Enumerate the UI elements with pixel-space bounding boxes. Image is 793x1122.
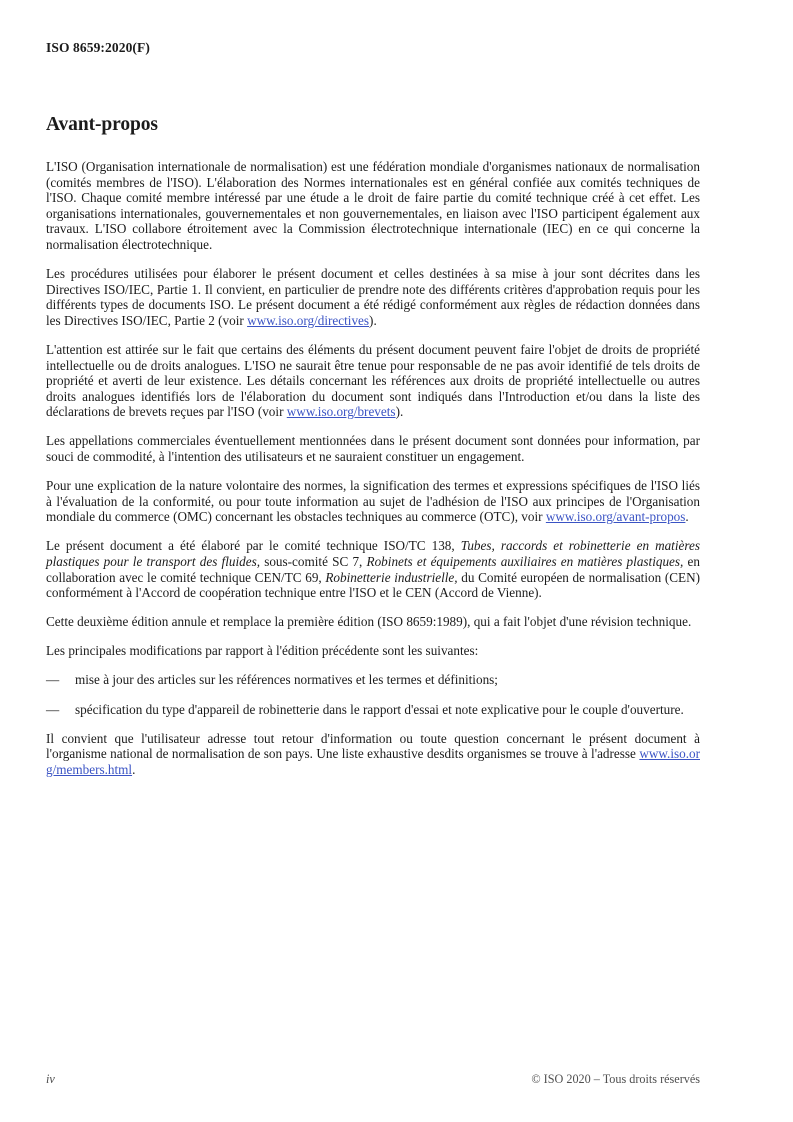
paragraph-feedback-text-after: . — [132, 761, 136, 777]
committee-title-cen-tc69: Robinetterie industrielle, — [325, 569, 458, 585]
committee-title-tc138: Tubes, raccords et robinetterie en matières plastiques pour le transport des fluides, — [46, 538, 700, 569]
paragraph-edition-replacement: Cette deuxième édition annule et remplace la première édition (ISO 8659:1989), qui a fait l'objet d'une révision technique. — [46, 614, 692, 630]
paragraph-procedures — [46, 266, 700, 328]
committee-segment-1: Le présent document a été élaboré par le comité technique ISO/TC 138, — [46, 538, 461, 554]
paragraph-feedback-text-before: Il convient que l'utilisateur adresse tout retour d'information ou toute question concernant le présent document à l'organisme national de normalisation de son pays. Une liste exhaustive desdits organismes se trouve à l'adresse — [46, 730, 700, 762]
paragraph-voluntary-nature-text-after: . — [685, 509, 689, 525]
committee-segment-4: du Comité européen de normalisation (CEN) conformément à l'Accord de coopération technique entre l'ISO et le CEN (Accord de Vienne). — [46, 569, 700, 601]
running-head: ISO 8659:2020(F) — [46, 40, 150, 55]
paragraph-patent-rights — [46, 342, 700, 420]
paragraph-voluntary-nature — [46, 478, 700, 525]
committee-title-sc7: Robinets et équipements auxiliaires en matières plastiques, — [366, 553, 684, 569]
paragraph-iso-description: L'ISO (Organisation internationale de normalisation) est une fédération mondiale d'organismes nationaux de normalisation (comités membres de l'ISO). L'élaboration des Normes internationales est en général confiée aux comités techniques de l'ISO. Chaque comité membre intéressé par une étude a le droit de faire partie du comité technique créé à cet effet. Les organisations internationales, gouvernementales et non gouvernementales, en liaison avec l'ISO participent également aux travaux. L'ISO collabore étroitement avec la Commission électrotechnique internationale (IEC) en ce qui concerne la normalisation électrotechnique. — [46, 159, 700, 252]
foreword-body — [46, 159, 700, 777]
paragraph-committee — [46, 538, 700, 600]
committee-segment-3: en collaboration avec le comité technique CEN/TC 69, — [46, 553, 700, 585]
list-item-label: mise à jour des articles sur les références normatives et les termes et définitions; — [75, 672, 498, 688]
list-item — [46, 702, 700, 718]
paragraph-changes-intro: Les principales modifications par rapport à l'édition précédente sont les suivantes: — [46, 643, 479, 659]
link-iso-directives[interactable]: www.iso.org/directives — [247, 312, 370, 328]
paragraph-patent-rights-text-before: L'attention est attirée sur le fait que certains des éléments du présent document peuvent faire l'objet de droits de propriété intellectuelle ou de droits analogues. L'ISO ne saurait être tenue pour responsable de ne pas avoir identifié de tels droits de propriété et averti de leur existence. Les détails concernant les références aux droits de propriété intellectuelle ou autres droits analogues identifiés lors de l'élaboration du document sont indiqués dans l'Introduction et/ou dans la liste des déclarations de brevets reçues par l'ISO (voir — [46, 341, 700, 420]
link-iso-brevets[interactable]: www.iso.org/brevets — [286, 404, 396, 420]
page-title: Avant-propos — [46, 114, 158, 135]
em-dash-bullet-icon: — — [46, 701, 60, 717]
paragraph-procedures-text-after: ). — [369, 312, 377, 328]
em-dash-bullet-icon: — — [46, 672, 60, 688]
page-content — [46, 40, 700, 777]
list-item-label: spécification du type d'appareil de robinetterie dans le rapport d'essai et note explicative pour le couple d'ouverture. — [75, 701, 684, 717]
link-iso-avant-propos[interactable]: www.iso.org/avant-propos — [545, 509, 686, 525]
paragraph-trade-names: Les appellations commerciales éventuellement mentionnées dans le présent document sont données pour information, par souci de commodité, à l'intention des utilisateurs et ne sauraient constituer un engagement. — [46, 433, 700, 464]
paragraph-procedures-text-before: Les procédures utilisées pour élaborer le présent document et celles destinées à sa mise à jour sont décrites dans les Directives ISO/IEC, Partie 1. Il convient, en particulier de prendre note des différents critères d'approbation requis pour les différents types de documents ISO. Le présent document a été rédigé conformément aux règles de rédaction données dans les Directives ISO/IEC, Partie 2 (voir — [46, 266, 700, 328]
page-footer — [46, 1072, 700, 1087]
link-iso-members[interactable]: www.iso.org/members.html — [46, 746, 700, 777]
committee-segment-2: sous-comité SC 7, — [260, 553, 367, 569]
paragraph-feedback — [46, 731, 700, 778]
paragraph-patent-rights-text-after: ). — [395, 404, 404, 420]
paragraph-voluntary-nature-text-before: Pour une explication de la nature volontaire des normes, la signification des termes et expressions spécifiques de l'ISO liés à l'évaluation de la conformité, ou pour toute information au sujet de l'adhésion de l'ISO aux principes de l'Organisation mondiale du commerce (OMC) concernant les obstacles techniques au commerce (OTC), voir — [46, 478, 700, 525]
footer-page-number: iv — [46, 1072, 55, 1086]
footer-copyright: © ISO 2020 – Tous droits réservés — [531, 1072, 700, 1086]
list-item — [46, 672, 700, 688]
